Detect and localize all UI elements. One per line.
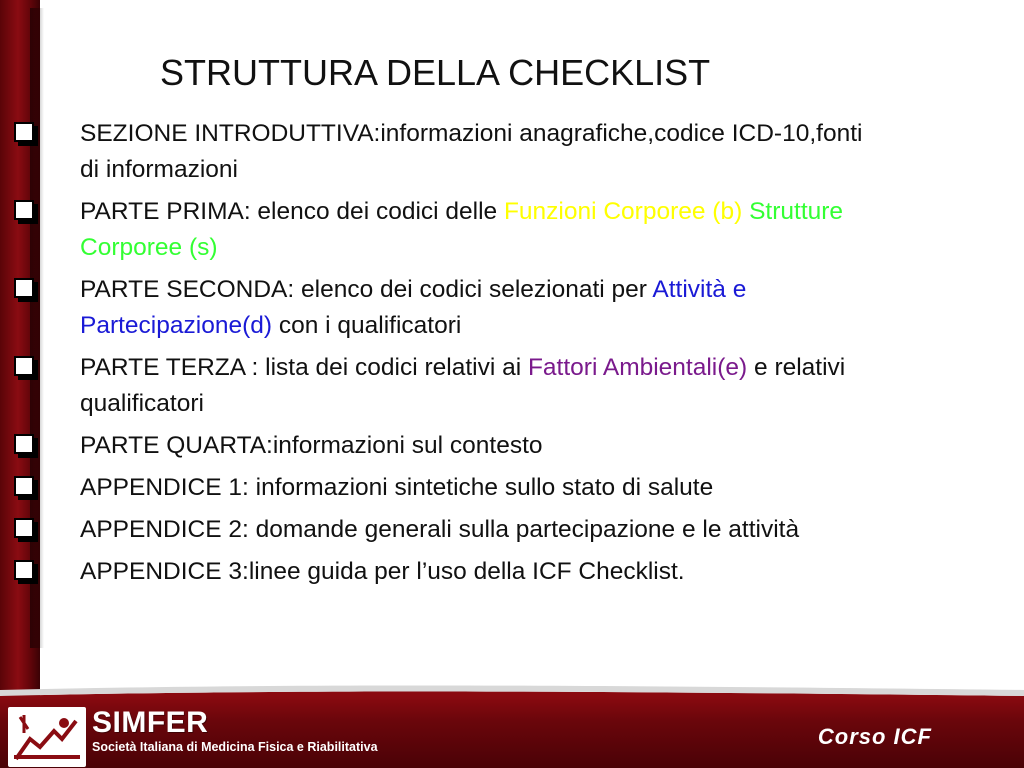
brand-name: SIMFER: [92, 706, 209, 739]
checkbox-bullet-icon: [14, 434, 34, 454]
bullet-list: [0, 116, 870, 596]
bullet-text: PARTE PRIMA: elenco dei codici delle: [80, 198, 504, 225]
bullet-text: SEZIONE INTRODUTTIVA:informazioni anagrafiche,codice ICD-10,fonti di informazioni: [80, 120, 863, 183]
checkbox-bullet-icon: [14, 518, 34, 538]
highlight-funzioni-corporee: Funzioni Corporee (b): [503, 198, 743, 225]
highlight-strutture-corporee: Strutture Corporee (s): [80, 198, 844, 261]
bullet-item: [0, 554, 870, 590]
bullet-item: [0, 116, 870, 188]
checkbox-bullet-icon: [14, 278, 34, 298]
simfer-logo-icon: [8, 707, 86, 767]
bullet-text: e relativi qualificatori: [80, 354, 846, 417]
highlight-fattori-ambientali: Fattori Ambientali(e): [527, 354, 748, 381]
bullet-item: [0, 470, 870, 506]
bullet-text: con i qualificatori: [272, 312, 462, 339]
checkbox-bullet-icon: [14, 560, 34, 580]
checkbox-bullet-icon: [14, 200, 34, 220]
bullet-text: PARTE QUARTA:informazioni sul contesto: [80, 432, 543, 459]
bullet-text: APPENDICE 1: informazioni sintetiche sullo stato di salute: [80, 474, 714, 501]
bullet-text: APPENDICE 3:linee guida per l’uso della ICF Checklist.: [80, 558, 685, 585]
bullet-text: APPENDICE 2: domande generali sulla partecipazione e le attività: [80, 516, 800, 543]
highlight-attivita-partecipazione: Attività e Partecipazione(d): [80, 276, 747, 339]
bullet-item: [0, 272, 870, 344]
checkbox-bullet-icon: [14, 122, 34, 142]
bullet-item: [0, 428, 870, 464]
bullet-text: PARTE TERZA : lista dei codici relativi ai: [80, 354, 528, 381]
checkbox-bullet-icon: [14, 356, 34, 376]
checkbox-bullet-icon: [14, 476, 34, 496]
slide-title: STRUTTURA DELLA CHECKLIST: [160, 52, 711, 93]
brand-subtitle: Società Italiana di Medicina Fisica e Riabilitativa: [92, 740, 378, 754]
course-label: Corso ICF: [817, 724, 932, 749]
bullet-item: [0, 194, 870, 266]
bullet-item: [0, 512, 870, 548]
bullet-item: [0, 350, 870, 422]
bullet-text: PARTE SECONDA: elenco dei codici selezionati per: [80, 276, 653, 303]
